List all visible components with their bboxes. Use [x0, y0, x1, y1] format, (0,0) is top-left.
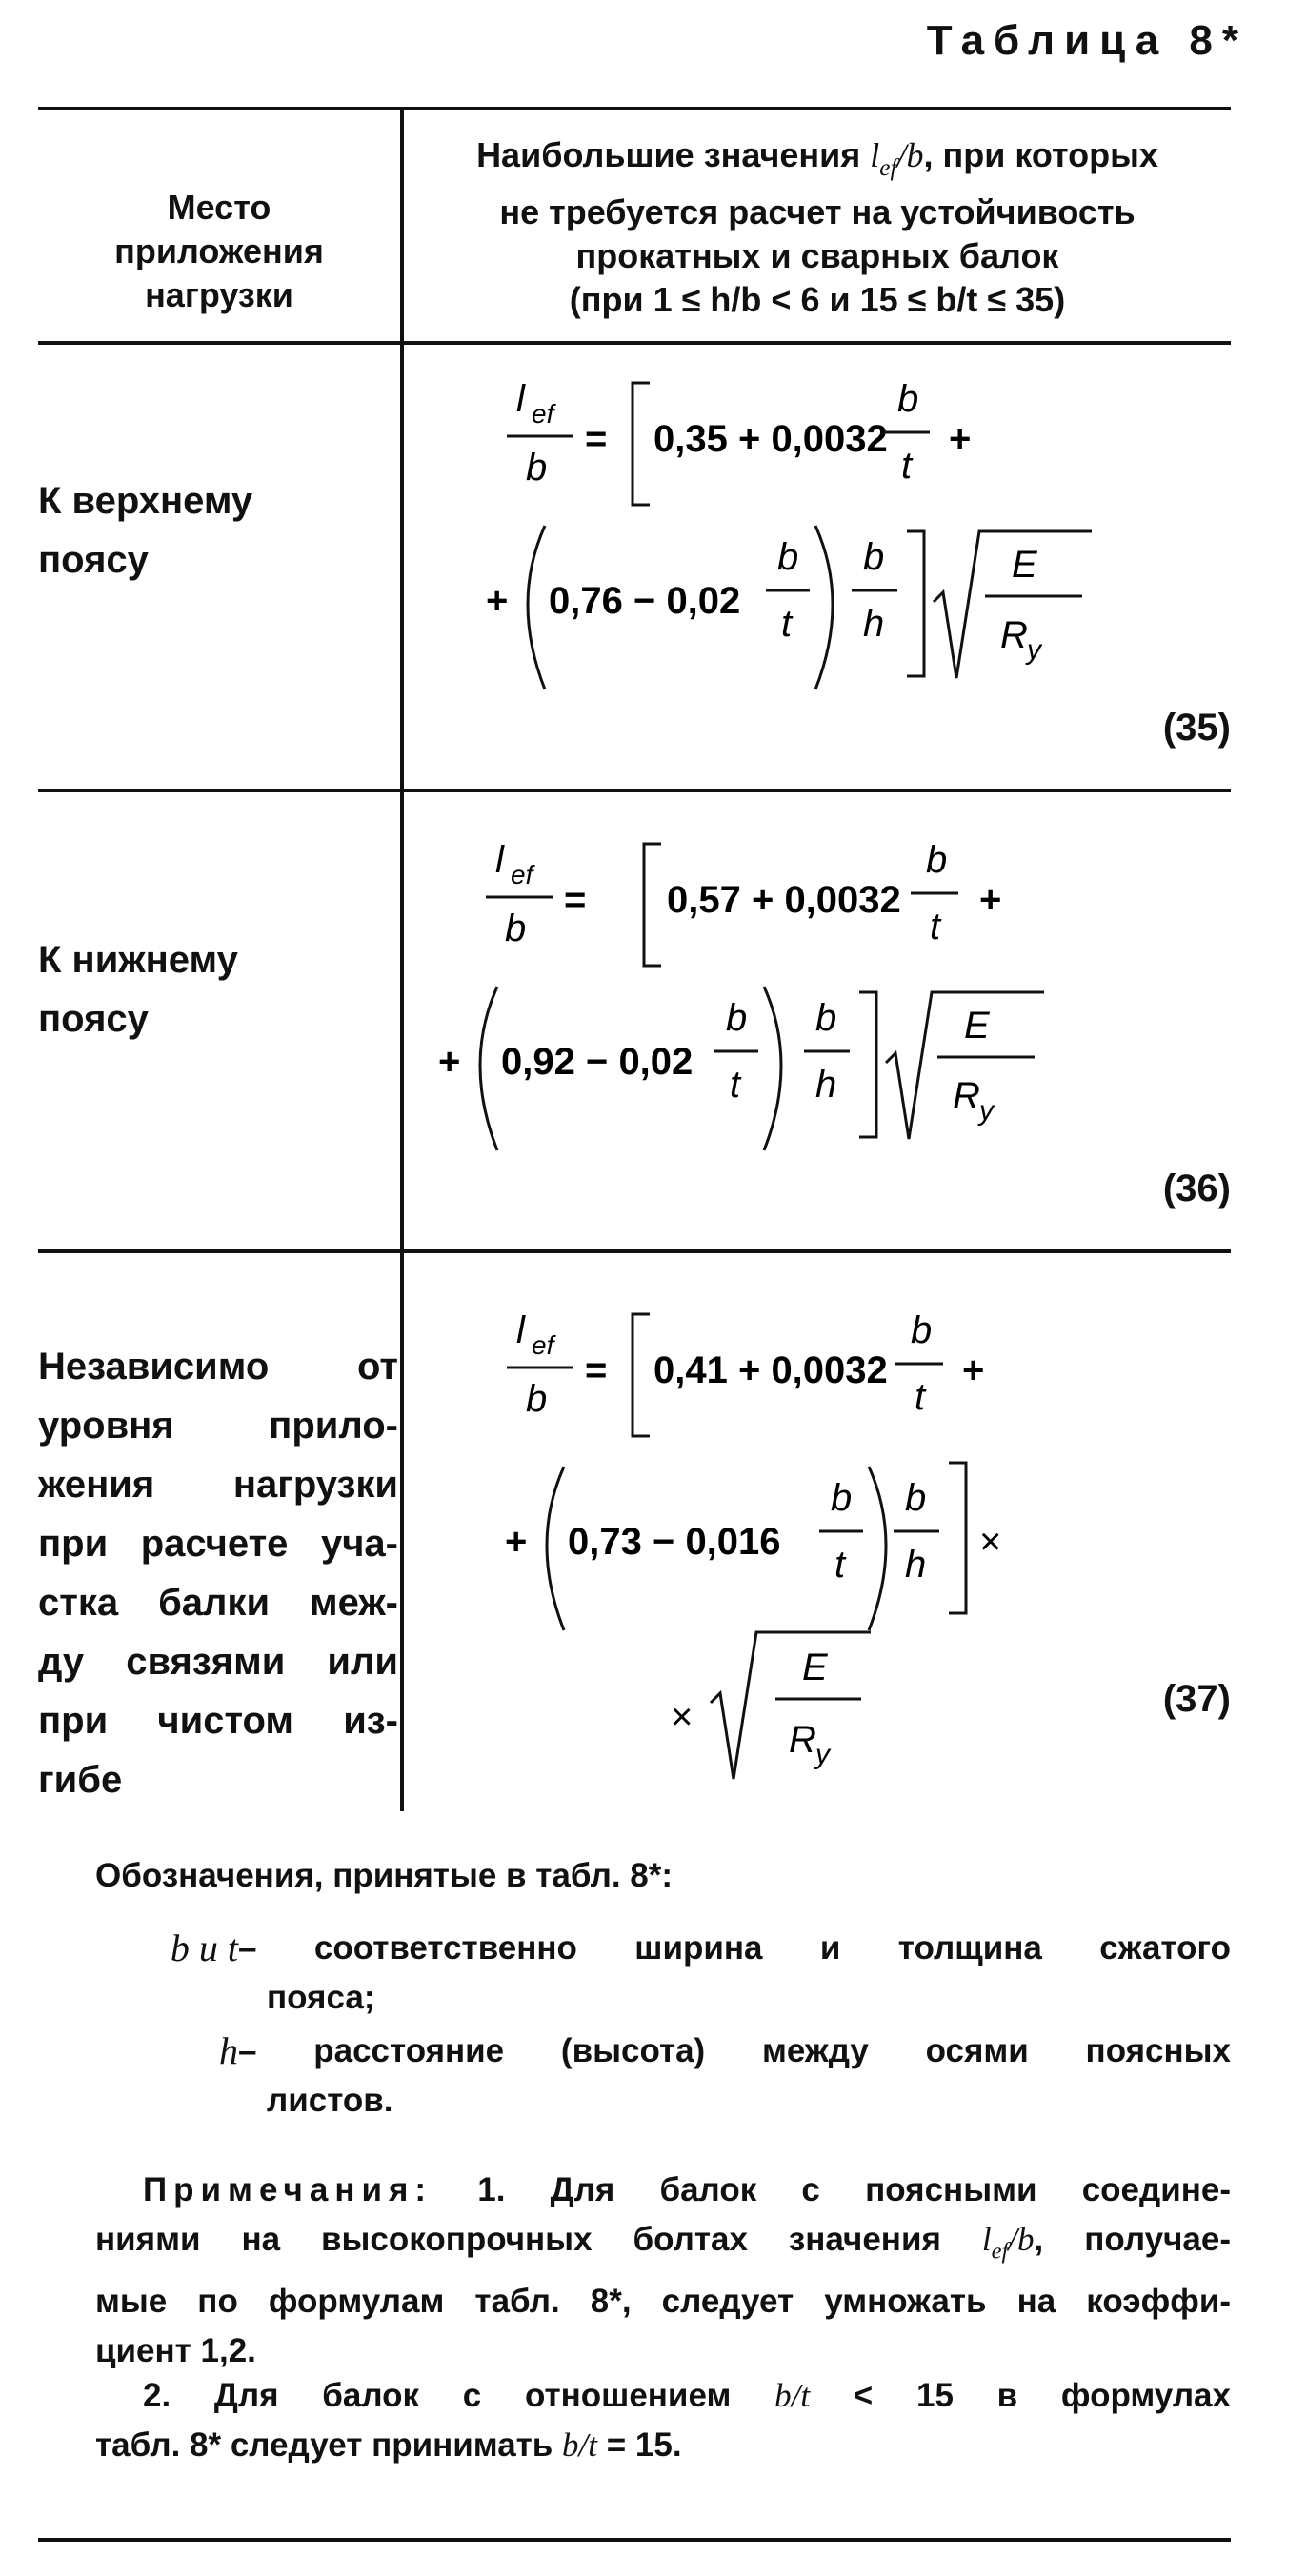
svg-text:+: + [962, 1349, 985, 1391]
svg-text:b: b [726, 997, 748, 1039]
note-1: Примечания: 1. Для балок с поясными соедине- ниями на высокопрочных болтах значения $l_{ef}/b$, получае- мые по формулам табл. 8*, следует умножать на коэффи- циент 1,2. [95, 2171, 1231, 2369]
svg-text:l: l [516, 378, 525, 420]
svg-text:E: E [964, 1005, 990, 1047]
svg-text:+: + [505, 1521, 528, 1563]
svg-text:ef: ef [532, 1330, 554, 1360]
svg-text:t: t [730, 1064, 741, 1106]
notation-symbol: h [219, 2029, 238, 2072]
svg-text:+: + [979, 879, 1002, 921]
svg-text:t: t [915, 1376, 926, 1418]
svg-text:b: b [777, 536, 799, 578]
svg-text:b: b [815, 997, 837, 1039]
notation-item-b-t: b и t – соответственно ширина и толщина сжатого пояса; [95, 1924, 1231, 2023]
svg-text:y: y [979, 1095, 994, 1127]
notation-item-h: h – расстояние (высота) между осями поясных листов. [95, 2027, 1231, 2126]
formula-36 [404, 806, 1231, 1168]
svg-text:t: t [781, 603, 793, 645]
svg-text:b: b [926, 839, 948, 881]
svg-text:E: E [802, 1647, 828, 1688]
formula-37 [404, 1276, 1231, 1809]
svg-text:0,73 − 0,016: 0,73 − 0,016 [568, 1521, 781, 1563]
formula-35 [404, 345, 1231, 707]
notation-caption: Обозначения, принятые в табл. 8*: [95, 1857, 674, 1894]
svg-text:+: + [438, 1041, 461, 1083]
equation-number-36: (36) [1162, 1168, 1231, 1209]
svg-text:h: h [905, 1544, 927, 1586]
svg-text:y: y [1027, 634, 1041, 666]
svg-text:b: b [905, 1477, 927, 1519]
notation-text: – расстояние (высота) между осями поясных [238, 2032, 1231, 2069]
svg-text:0,35 + 0,0032: 0,35 + 0,0032 [654, 418, 888, 460]
svg-text:=: = [564, 879, 587, 921]
svg-text:0,41 + 0,0032: 0,41 + 0,0032 [654, 1349, 888, 1391]
row-label-upper-flange: К верхнему поясу [38, 480, 253, 581]
row-label-independent: Независимо от уровня прило- жения нагрузки при расчете уча- стка балки меж- ду связями или при чистом из- гибе [38, 1346, 398, 1801]
svg-text:b: b [897, 378, 919, 420]
svg-text:R: R [789, 1719, 816, 1761]
svg-text:ef: ef [532, 399, 554, 429]
svg-text:b: b [831, 1477, 853, 1519]
svg-text:b: b [505, 908, 527, 949]
svg-text:b: b [526, 1378, 548, 1420]
notation-text: – соответственно ширина и толщина сжатого [238, 1929, 1231, 1967]
table-title: Таблица 8* [926, 17, 1248, 64]
svg-text:+: + [949, 418, 972, 460]
note-2: 2. Для балок с отношением b/t < 15 в формулах табл. 8* следует принимать b/t = 15. [95, 2377, 1231, 2464]
page-bottom-rule [38, 2538, 1231, 2542]
svg-text:ef: ef [511, 860, 533, 889]
svg-text:b: b [911, 1309, 933, 1351]
svg-text:R: R [1000, 614, 1028, 656]
header-col-values: Наибольшие значения $l_{ef}/b$, при которых не требуется расчет на устойчивость прокатных и сварных балок (при 1 ≤ h/b < 6 и 15 ≤ b/t ≤ 35) [476, 135, 1158, 319]
svg-text:0,92 − 0,02: 0,92 − 0,02 [501, 1041, 694, 1083]
notation-symbol: b и t [170, 1927, 238, 1969]
svg-text:×: × [671, 1696, 694, 1738]
svg-text:h: h [815, 1064, 837, 1106]
svg-text:b: b [526, 447, 548, 489]
svg-text:0,76 − 0,02: 0,76 − 0,02 [549, 580, 741, 622]
svg-text:R: R [953, 1075, 980, 1117]
equation-number-37: (37) [1162, 1678, 1231, 1720]
svg-text:E: E [1012, 544, 1037, 586]
svg-text:t: t [901, 445, 913, 487]
svg-text:t: t [834, 1544, 846, 1586]
svg-text:=: = [585, 418, 608, 460]
header-col-load-place: Место приложения нагрузки [114, 188, 324, 314]
svg-text:l: l [516, 1309, 525, 1351]
svg-text:h: h [863, 603, 885, 645]
row1-bottom-rule [38, 789, 1231, 792]
row2-bottom-rule [38, 1249, 1231, 1253]
svg-text:t: t [930, 906, 941, 948]
svg-text:×: × [979, 1521, 1002, 1563]
svg-text:l: l [495, 839, 504, 881]
svg-text:+: + [486, 580, 509, 622]
svg-text:=: = [585, 1349, 608, 1391]
equation-number-35: (35) [1162, 707, 1231, 749]
svg-text:b: b [863, 536, 885, 578]
svg-text:y: y [815, 1739, 830, 1770]
table-top-rule [38, 107, 1231, 110]
row-label-lower-flange: К нижнему поясу [38, 939, 238, 1040]
svg-text:0,57 + 0,0032: 0,57 + 0,0032 [667, 879, 901, 921]
